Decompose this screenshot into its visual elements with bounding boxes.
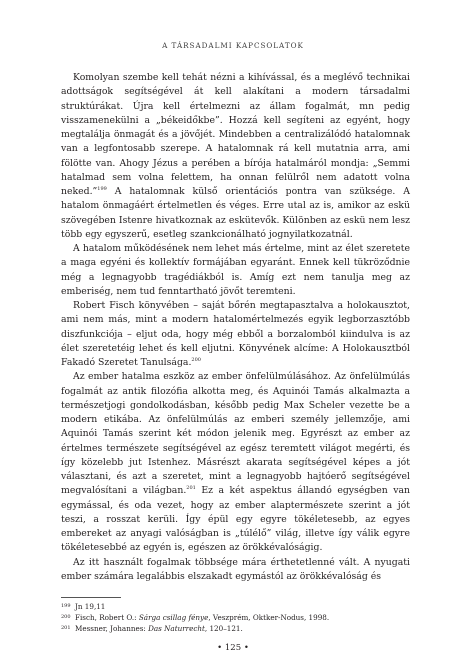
footnote-text: , Veszprém, Oktker-Nodus, 1998.: [208, 613, 330, 622]
footnote-marker: 200: [191, 357, 201, 363]
footnote-title: Sárga csillag fénye: [138, 613, 209, 622]
footnote-divider: [61, 597, 121, 598]
footnote-text: Messner, Johannes:: [75, 624, 149, 633]
paragraph-text: Ez a két aspektus állandó egységben van egymással, és oda vezet, hogy az ember alaptermészete szerint a jót teszi, a rosszat kerüli. Így épül egy egyre tökéletesebb, az egyes embereket az anyagi valóságban is „túlélő” világ, illetve így válik egyre tökéletesebbé az egyén is, egészen az örökkévalóságig.: [61, 485, 410, 554]
footnote-title: Das Naturrecht: [148, 624, 205, 633]
footnotes: [61, 601, 410, 634]
paragraph: [61, 71, 410, 242]
footnote-text: Fisch, Robert O.:: [75, 613, 139, 622]
footnote-marker: 201: [186, 485, 196, 492]
footnote: [61, 623, 410, 634]
footnote: [61, 612, 410, 623]
footnote-number: 201: [61, 625, 71, 631]
body-text: [61, 71, 410, 584]
paragraph: [61, 299, 410, 370]
footnote-number: 200: [61, 614, 71, 620]
running-header: A TÁRSADALMI KAPCSOLATOK: [162, 41, 304, 50]
footnote-text: Jn 19,11: [75, 602, 106, 611]
paragraph: [61, 370, 410, 555]
paragraph: [61, 242, 410, 299]
paragraph-text: Komolyan szembe kell tehát nézni a kihívással, és a meglévő technikai adottságok segítségével át kell alakítani a modern társadalmi struktúrákat. Újra kell értelmezni az állam fogalmát, mn pedig visszamenekülni a „békeidőkbe”. Hozzá kell segíteni az egyént, hogy megtalálja önmagát és a jövőjét. Mindebben a centralizálódó hatalomnak van a legfontosabb szerepe. A hatalomnak rá kell mutatnia arra, ami fölötte van. Ahogy Jézus a perében a bírója hatalmáról mondja: „Semmi hatalmad sem volna felettem, ha onnan felülről nem adatott volna neked.”: [61, 72, 410, 197]
paragraph-text: Az ember hatalma eszköz az ember önfelülmúlásához. Az önfelülmúlás fogalmát az antik filozófia alkotta meg, és Aquinói Tamás alkalmazta a természetjogi gondolkodásban, később pedig Max Scheler vezette be a modern etikába. Az önfelülmúlás az emberi személy jellemzője, ami Aquinói Tamás szerint két módon jelenik meg. Egyrészt az ember az értelmes természete segítségével az egész teremtett világot megérti, és így közelebb jut Istenhez. Másrészt akarata segítségével képes a jót választani, és azt a szeretet, mint a legnagyobb hajtóerő segítségével megvalósítani a világban.: [61, 371, 410, 497]
page-number: • 125 •: [217, 643, 249, 653]
paragraph-text: A hatalomnak külső orientációs pontra van szüksége. A hatalom önmagáért értelmetlen és véges. Erre utal az is, amikor az eskü szövegében Istenre hivatkoznak az eskütevők. Különben az eskü nem lesz több egy egyszerű, esetleg szankcionálható jognyilatkozatnál.: [61, 186, 410, 240]
footnote-marker: 199: [97, 186, 107, 192]
paragraph: [61, 556, 410, 585]
paragraph-text: Robert Fisch könyvében – saját bőrén megtapasztalva a holokausztot, ami nem más, mint a modern hatalomértelmezés egyik legborzasztóbb diszfunkciója – eljut oda, hogy még ebből a borzalomból kiindulva is az élet szeretetéig lehet és kell eljutni. Könyvének alcíme: A Holokausztból Fakadó Szeretet Tanulsága.: [61, 300, 410, 368]
footnote: [61, 601, 410, 612]
paragraph-text: Az itt használt fogalmak többsége mára érthetetlenné vált. A nyugati ember számára legalábbis elszakadt egymástól az örökkévalóság és: [61, 556, 410, 582]
footnote-number: 199: [61, 603, 71, 609]
footnote-text: , 120–121.: [204, 624, 243, 633]
paragraph-text: A hatalom működésének nem lehet más értelme, mint az élet szeretete a maga egyéni és kollektív formájában egyaránt. Ennek kell tükröződnie még a legnagyobb tragédiákból is. Amíg ezt nem tanulja meg az emberiség, nem tud fenntartható jövőt teremteni.: [61, 243, 410, 297]
